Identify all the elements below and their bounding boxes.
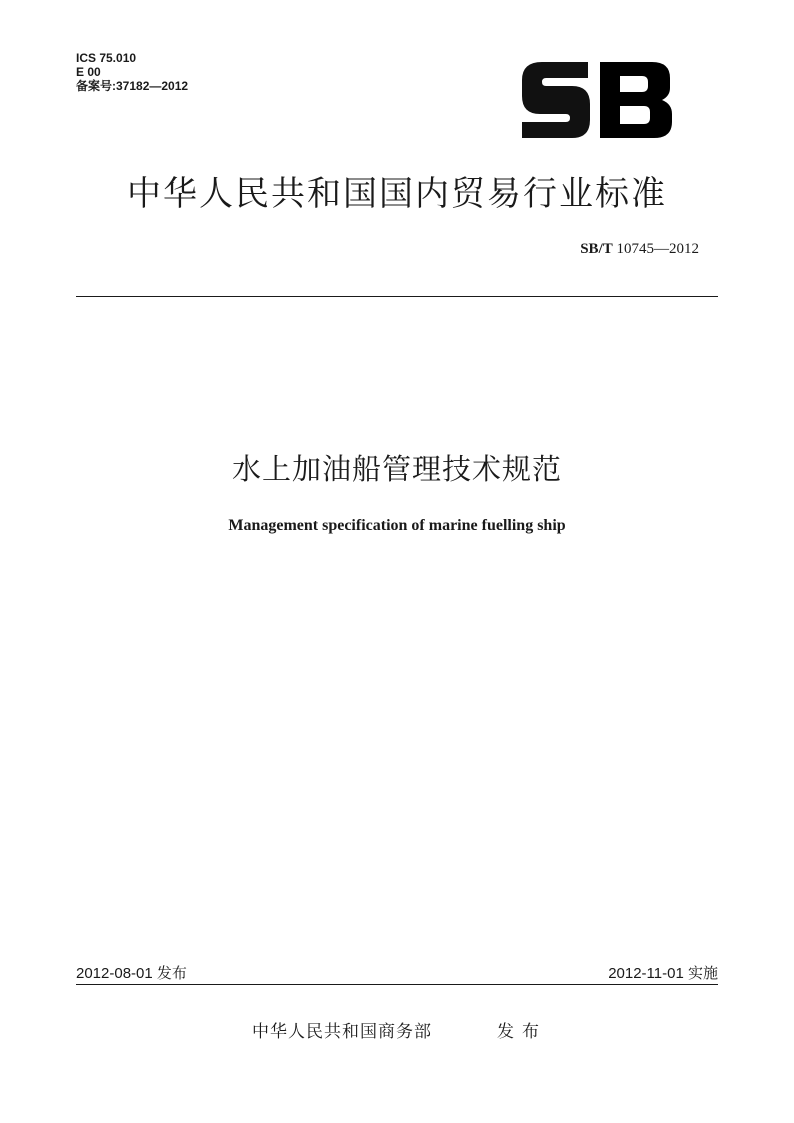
ccs-code: E 00 [76,65,101,79]
issue-label: 发布 [156,965,187,982]
issuer-action: 发布 [497,1022,547,1042]
issue-date: 2012-08-01 [76,965,153,982]
standard-category-title: 中华人民共和国国内贸易行业标准 [127,174,667,214]
document-title-chinese: 水上加油船管理技术规范 [231,452,562,486]
sb-logo-s [522,62,590,138]
top-divider [76,296,718,297]
issue-date-line [76,962,187,983]
implementation-label: 实施 [687,965,718,982]
bottom-divider [76,984,718,985]
standard-code-number: 10745—2012 [616,241,699,257]
sb-logo [518,60,674,140]
issuing-authority: 中华人民共和国商务部 [252,1022,432,1042]
sb-logo-b [600,62,672,138]
standard-code [580,241,699,258]
implementation-date-line [608,962,718,983]
filing-number: 备案号:37182—2012 [76,79,189,93]
implementation-date: 2012-11-01 [608,965,684,982]
classification-block [76,51,188,93]
standard-code-prefix: SB/T [580,241,613,257]
document-title-english: Management specification of marine fuelling ship [228,517,566,534]
ics-code: ICS 75.010 [76,51,137,65]
